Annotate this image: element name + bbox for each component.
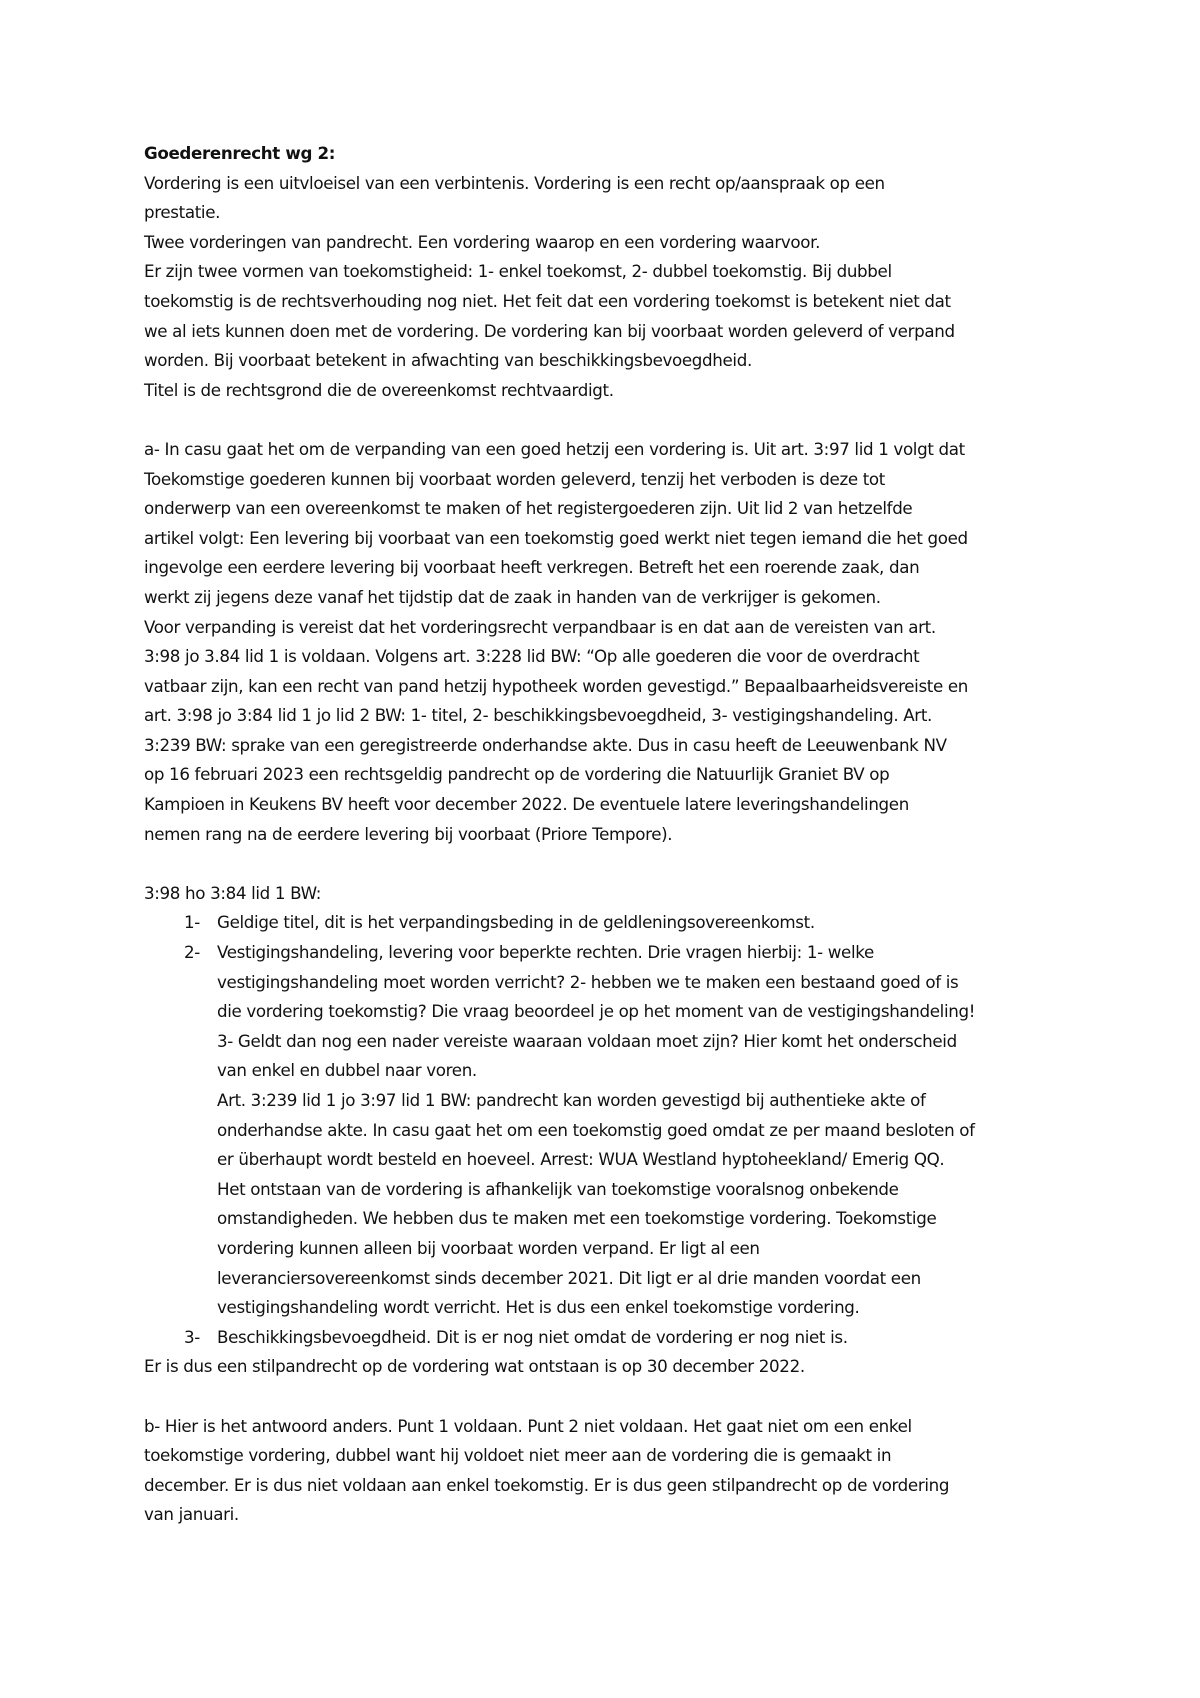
text-line: art. 3:98 jo 3:84 lid 1 jo lid 2 BW: 1- titel, 2- beschikkingsbevoegdheid, 3- vestigingshandeling. Art.: [144, 705, 932, 726]
text-line: Vordering is een uitvloeisel van een verbintenis. Vordering is een recht op/aanspraak op een: [144, 172, 885, 193]
text-line: van enkel en dubbel naar voren.: [217, 1060, 477, 1081]
text-line: leveranciersovereenkomst sinds december 2021. Dit ligt er al drie manden voordat een: [217, 1267, 921, 1288]
text-line: ingevolge een eerdere levering bij voorbaat heeft verkregen. Betreft het een roerende zaak, dan: [144, 557, 920, 578]
paragraph-spacer: [144, 849, 1074, 879]
text-line: 3- Geldt dan nog een nader vereiste waaraan voldaan moet zijn? Hier komt het onderscheid: [217, 1030, 957, 1051]
text-line: nemen rang na de eerdere levering bij voorbaat (Priore Tempore).: [144, 823, 673, 844]
paragraph-spacer: [144, 1382, 1074, 1412]
document-body: [144, 139, 1074, 1530]
text-line: werkt zij jegens deze vanaf het tijdstip dat de zaak in handen van de verkrijger is gekomen.: [144, 586, 881, 607]
text-line: Titel is de rechtsgrond die de overeenkomst rechtvaardigt.: [144, 379, 614, 400]
text-line: Voor verpanding is vereist dat het vorderingsrecht verpandbaar is en dat aan de vereisten van art.: [144, 616, 936, 637]
answer-b-paragraph: [144, 1412, 1074, 1530]
text-line: Toekomstige goederen kunnen bij voorbaat worden geleverd, tenzij het verboden is deze tot: [144, 468, 885, 489]
text-line: vestigingshandeling moet worden verricht? 2- hebben we te maken een bestaand goed of is: [217, 971, 959, 992]
text-line: Kampioen in Keukens BV heeft voor december 2022. De eventuele latere leveringshandelingen: [144, 794, 909, 815]
conclusion-line: Er is dus een stilpandrecht op de vordering wat ontstaan is op 30 december 2022.: [144, 1356, 805, 1377]
text-line: Twee vorderingen van pandrecht. Een vordering waarop en een vordering waarvoor.: [144, 231, 821, 252]
text-line: toekomstige vordering, dubbel want hij voldoet niet meer aan de vordering die is gemaakt in: [144, 1445, 892, 1466]
text-line: prestatie.: [144, 202, 221, 223]
text-line: Het ontstaan van de vordering is afhankelijk van toekomstige vooralsnog onbekende: [217, 1178, 899, 1199]
intro-paragraph: [144, 169, 1074, 406]
text-line: vestigingshandeling wordt verricht. Het is dus een enkel toekomstige vordering.: [217, 1297, 860, 1318]
text-line: onderhandse akte. In casu gaat het om een toekomstig goed omdat ze per maand besloten of: [217, 1119, 975, 1140]
list-heading: 3:98 ho 3:84 lid 1 BW:: [144, 882, 322, 903]
text-line: b- Hier is het antwoord anders. Punt 1 voldaan. Punt 2 niet voldaan. Het gaat niet om een enkel: [144, 1415, 912, 1436]
text-line: toekomstig is de rechtsverhouding nog niet. Het feit dat een vordering toekomst is betekent niet dat: [144, 290, 951, 311]
numbered-list: [144, 908, 1074, 1352]
text-line: op 16 februari 2023 een rechtsgeldig pandrecht op de vordering die Natuurlijk Graniet BV op: [144, 764, 890, 785]
text-line: van januari.: [144, 1504, 239, 1525]
paragraph-spacer: [144, 405, 1074, 435]
text-line: we al iets kunnen doen met de vordering. De vordering kan bij voorbaat worden geleverd of verpand: [144, 320, 955, 341]
list-item-number: 1-: [184, 912, 200, 933]
document-title: Goederenrecht wg 2:: [144, 143, 336, 163]
text-line: 3:239 BW: sprake van een geregistreerde onderhandse akte. Dus in casu heeft de Leeuwenbank NV: [144, 734, 947, 755]
text-line: onderwerp van een overeenkomst te maken of het registergoederen zijn. Uit lid 2 van hetzelfde: [144, 498, 913, 519]
list-item-number: 2-: [184, 942, 200, 963]
text-line: Beschikkingsbevoegdheid. Dit is er nog niet omdat de vordering er nog niet is.: [217, 1326, 848, 1347]
text-line: vatbaar zijn, kan een recht van pand hetzij hypotheek worden gevestigd.” Bepaalbaarheidsvereiste en: [144, 675, 968, 696]
text-line: vordering kunnen alleen bij voorbaat worden verpand. Er ligt al een: [217, 1237, 760, 1258]
list-item: [144, 938, 1074, 1323]
text-line: Vestigingshandeling, levering voor beperkte rechten. Drie vragen hierbij: 1- welke: [217, 942, 874, 963]
text-line: a- In casu gaat het om de verpanding van een goed hetzij een vordering is. Uit art. 3:97 lid 1 volgt dat: [144, 438, 965, 459]
list-item: [144, 1323, 1074, 1353]
text-line: Geldige titel, dit is het verpandingsbeding in de geldleningsovereenkomst.: [217, 912, 815, 933]
text-line: Art. 3:239 lid 1 jo 3:97 lid 1 BW: pandrecht kan worden gevestigd bij authentieke akte of: [217, 1090, 926, 1110]
text-line: artikel volgt: Een levering bij voorbaat van een toekomstig goed werkt niet tegen iemand die het goed: [144, 527, 968, 548]
text-line: die vordering toekomstig? Die vraag beoordeel je op het moment van de vestigingshandeling!: [217, 1001, 976, 1022]
text-line: worden. Bij voorbaat betekent in afwachting van beschikkingsbevoegdheid.: [144, 350, 752, 371]
text-line: 3:98 jo 3.84 lid 1 is voldaan. Volgens art. 3:228 lid BW: “Op alle goederen die voor de overdracht: [144, 646, 920, 667]
text-line: omstandigheden. We hebben dus te maken met een toekomstige vordering. Toekomstige: [217, 1208, 937, 1229]
text-line: Er zijn twee vormen van toekomstigheid: 1- enkel toekomst, 2- dubbel toekomstig. Bij dubbel: [144, 261, 892, 282]
list-item-number: 3-: [184, 1326, 200, 1347]
answer-a-paragraph: [144, 435, 1074, 849]
text-line: december. Er is dus niet voldaan aan enkel toekomstig. Er is dus geen stilpandrecht op de vordering: [144, 1474, 950, 1495]
list-item: [144, 908, 1074, 938]
text-line: er überhaupt wordt besteld en hoeveel. Arrest: WUA Westland hyptoheekland/ Emerig QQ.: [217, 1149, 945, 1170]
